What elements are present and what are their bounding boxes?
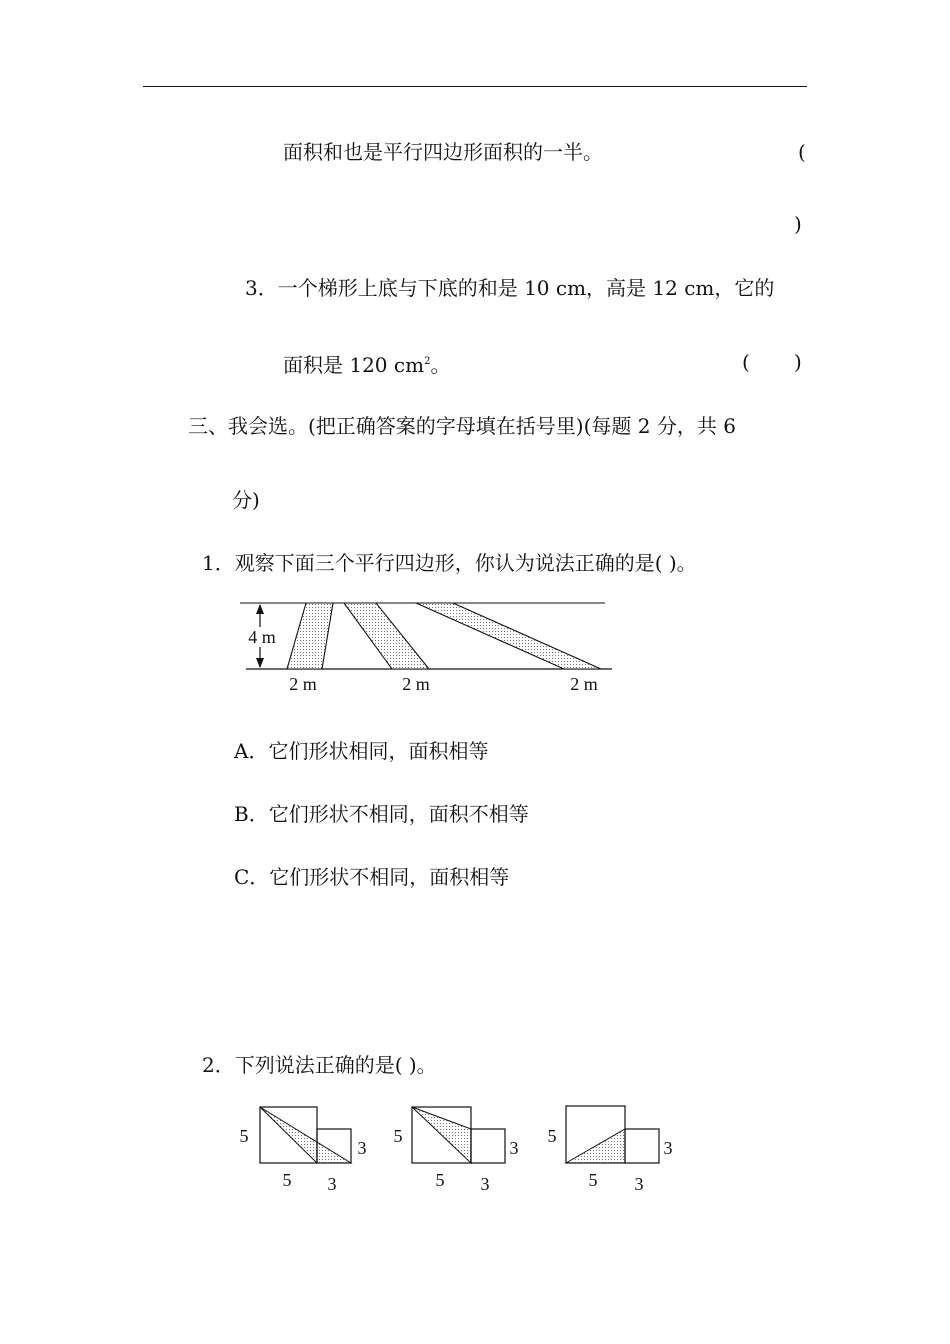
header-rule: [143, 86, 807, 87]
big-bottom-label: 5: [282, 1170, 292, 1190]
height-label: 4 m: [248, 627, 276, 647]
squares-figure-1: [234, 1098, 374, 1198]
q3-answer-paren-open: (: [742, 350, 750, 374]
parallelogram-1: [287, 603, 333, 669]
small-bottom-label: 3: [480, 1174, 490, 1194]
squares-figure-3: [541, 1098, 681, 1198]
q3-answer-paren-close: ): [794, 350, 802, 374]
parallelogram-2: [344, 603, 429, 669]
small-square: [471, 1129, 505, 1163]
small-side-label: 3: [357, 1138, 367, 1158]
section3-heading-line1: 三、我会选。(把正确答案的字母填在括号里)(每题 2 分，共 6: [188, 414, 736, 438]
option-b: B．它们形状不相同，面积不相等: [234, 802, 529, 826]
shaded-triangle: [412, 1107, 471, 1163]
choice1-stem: 1．观察下面三个平行四边形，你认为说法正确的是( )。: [202, 551, 697, 575]
q3-line2: 面积是 120 $cm^2$。: [283, 353, 451, 377]
parallelograms-figure: [236, 594, 616, 698]
small-side-label: 3: [663, 1138, 673, 1158]
choice2-stem: 2．下列说法正确的是( )。: [202, 1053, 437, 1077]
arrow-up-icon: [256, 604, 264, 614]
big-side-label: 5: [239, 1126, 249, 1146]
base-label-1: 2 m: [289, 674, 317, 694]
small-bottom-label: 3: [634, 1174, 644, 1194]
q3-line1: 3．一个梯形上底与下底的和是 10 cm，高是 12 cm，它的: [245, 276, 775, 300]
answer-paren-open: (: [798, 140, 806, 164]
arrow-down-icon: [256, 658, 264, 668]
shaded-triangle: [566, 1129, 625, 1163]
answer-paren-close: ): [794, 212, 802, 236]
squares-figure-2: [388, 1098, 528, 1198]
small-side-label: 3: [509, 1138, 519, 1158]
shaded-triangle: [260, 1107, 351, 1163]
big-bottom-label: 5: [588, 1170, 598, 1190]
small-bottom-label: 3: [327, 1174, 337, 1194]
base-label-2: 2 m: [402, 674, 430, 694]
small-square: [625, 1129, 659, 1163]
big-side-label: 5: [547, 1126, 557, 1146]
parallelogram-3: [416, 603, 601, 669]
option-a: A．它们形状相同，面积相等: [234, 739, 489, 763]
base-label-3: 2 m: [570, 674, 598, 694]
option-c: C．它们形状不相同，面积相等: [234, 865, 510, 889]
section3-heading-line2: 分): [232, 488, 260, 512]
big-bottom-label: 5: [435, 1170, 445, 1190]
superscript: 2: [424, 356, 431, 367]
big-side-label: 5: [393, 1126, 403, 1146]
continuation-text: 面积和也是平行四边形面积的一半。: [283, 140, 603, 164]
